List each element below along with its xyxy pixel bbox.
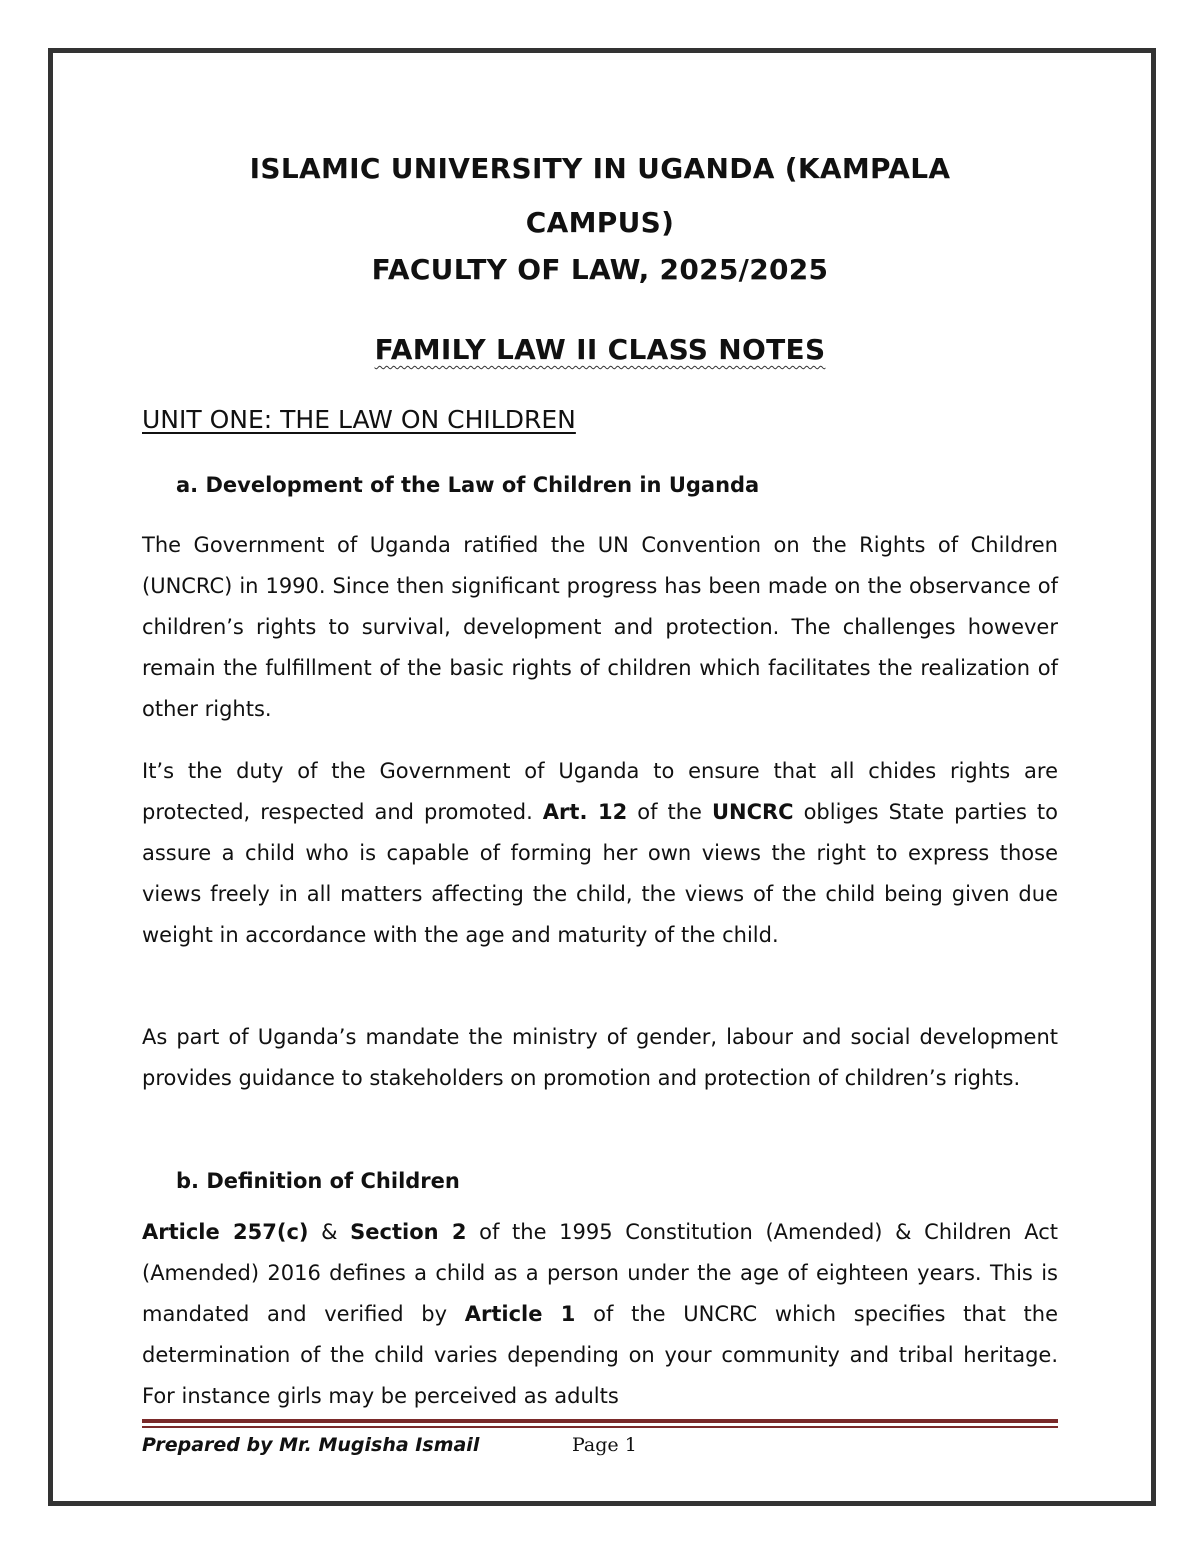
- bold-ref-article1: Article 1: [464, 1302, 576, 1326]
- footer-rule-thick: [142, 1419, 1058, 1423]
- footer-page-number: Page 1: [572, 1434, 637, 1456]
- document-title: [0, 330, 1200, 370]
- bold-ref-article257: Article 257(c): [142, 1220, 309, 1244]
- paragraph-ministry-mandate: As part of Uganda’s mandate the ministry of gender, labour and social development provides guidance to stakeholders on promotion and protection of children’s rights.: [142, 1025, 1058, 1090]
- text-run: of the: [627, 800, 712, 824]
- text-run: It’s the duty of the Government of Uganda to ensure that all chides rights are protected, respected and promoted.: [142, 759, 1058, 824]
- university-title: ISLAMIC UNIVERSITY IN UGANDA (KAMPALA CAMPUS): [249, 152, 951, 239]
- bold-ref-uncrc: UNCRC: [711, 800, 794, 824]
- document-title-text: FAMILY LAW II CLASS NOTES: [374, 333, 826, 366]
- bold-ref-section2: Section 2: [350, 1220, 467, 1244]
- paragraph-definition: [142, 1212, 1058, 1420]
- footer-author: Prepared by Mr. Mugisha Ismail: [142, 1434, 480, 1456]
- paragraph-government-duty: [142, 751, 1058, 956]
- footer-rule-thin: [142, 1426, 1058, 1428]
- text-run: &: [308, 1220, 351, 1244]
- text-run: of the 1995 Constitution (Amended) & Children Act (Amended) 2016 defines a child as a person under the age of eighteen years. This is mandated and verified by: [142, 1220, 1058, 1326]
- section-a-heading: a. Development of the Law of Children in Uganda: [176, 473, 760, 497]
- paragraph-ratification: The Government of Uganda ratified the UN Convention on the Rights of Children (UNCRC) in 1990. Since then significant progress has been made on the observance of children’s rights to survival, development and protection. The challenges however remain the fulfillment of the basic rights of children which facilitates the realization of other rights.: [142, 533, 1058, 721]
- text-run: of the UNCRC which specifies that the determination of the child varies depending on your community and tribal heritage. For instance girls may be perceived as adults: [142, 1302, 1058, 1408]
- section-b-heading: b. Definition of Children: [176, 1169, 460, 1193]
- bold-ref-art12: Art. 12: [542, 800, 628, 824]
- unit-heading: UNIT ONE: THE LAW ON CHILDREN: [142, 405, 576, 434]
- faculty-title: FACULTY OF LAW, 2025/2025: [371, 253, 829, 286]
- text-run: obliges State parties to assure a child who is capable of forming her own views the right to express those views freely in all matters affecting the child, the views of the child being given due weight in accordance with the age and maturity of the child.: [142, 800, 1058, 947]
